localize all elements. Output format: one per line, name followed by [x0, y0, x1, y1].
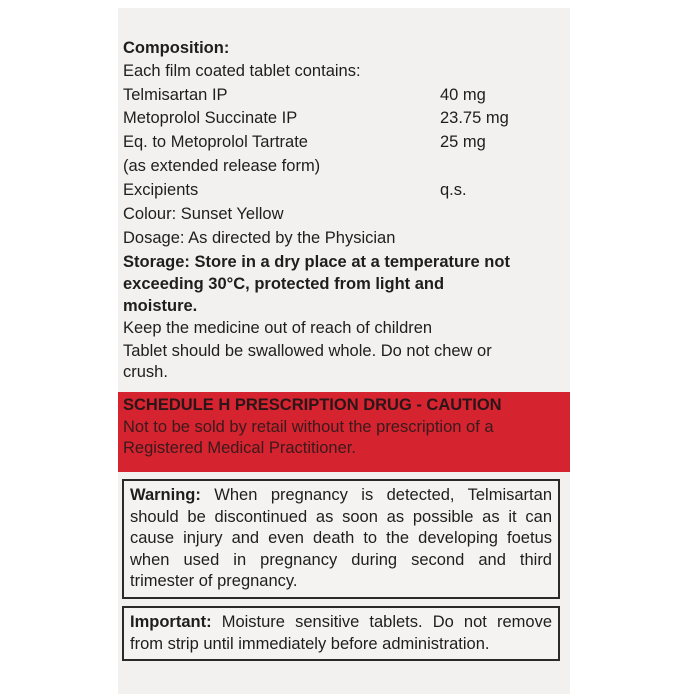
ingredient-name: Telmisartan IP — [123, 86, 228, 104]
storage-line: exceeding 30°C, protected from light and — [123, 275, 445, 293]
ingredient-name: Excipients — [123, 181, 199, 199]
schedule-h-text: Registered Medical Practitioner. — [123, 439, 356, 457]
colour-text: Colour: Sunset Yellow — [123, 205, 284, 223]
ingredient-name: Metoprolol Succinate IP — [123, 109, 298, 127]
schedule-h-title: SCHEDULE H PRESCRIPTION DRUG - CAUTION — [123, 396, 502, 414]
warning-box — [122, 479, 560, 599]
composition-intro: Each film coated tablet contains: — [123, 62, 361, 80]
ingredient-row — [123, 132, 486, 152]
ingredient-row — [123, 156, 320, 176]
important-text: Moisture sensitive tablets. Do not remove from strip until immediately before administration. — [130, 613, 552, 653]
ingredient-row — [123, 180, 467, 200]
swallow-text: Tablet should be swallowed whole. Do not chew or — [123, 342, 492, 360]
ingredient-row — [123, 108, 509, 128]
important-box — [122, 606, 560, 661]
ingredient-name: (as extended release form) — [123, 157, 321, 175]
storage-line: Storage: Store in a dry place at a temperature not — [123, 253, 510, 271]
ingredient-qty: q.s. — [440, 181, 467, 199]
ingredient-qty: 25 mg — [440, 133, 486, 151]
important-label: Important: — [130, 613, 212, 631]
ingredient-qty: 40 mg — [440, 86, 486, 104]
schedule-h-banner — [118, 392, 570, 472]
package-label-panel — [118, 8, 570, 694]
storage-line: moisture. — [123, 297, 198, 315]
warning-label: Warning: — [130, 486, 201, 504]
composition-heading: Composition: — [123, 39, 230, 57]
ingredient-qty: 23.75 mg — [440, 109, 509, 127]
keep-away-text: Keep the medicine out of reach of children — [123, 319, 433, 337]
ingredient-name: Eq. to Metoprolol Tartrate — [123, 133, 308, 151]
swallow-text: crush. — [123, 363, 168, 381]
warning-text: When pregnancy is detected, Telmisartan should be discontinued as soon as possible as it can cause injury and even death to the developing foetus when used in pregnancy during second and third trimester of pregnancy. — [130, 486, 552, 590]
dosage-text: Dosage: As directed by the Physician — [123, 229, 396, 247]
ingredient-row — [123, 85, 486, 105]
schedule-h-text: Not to be sold by retail without the prescription of a — [123, 418, 494, 436]
